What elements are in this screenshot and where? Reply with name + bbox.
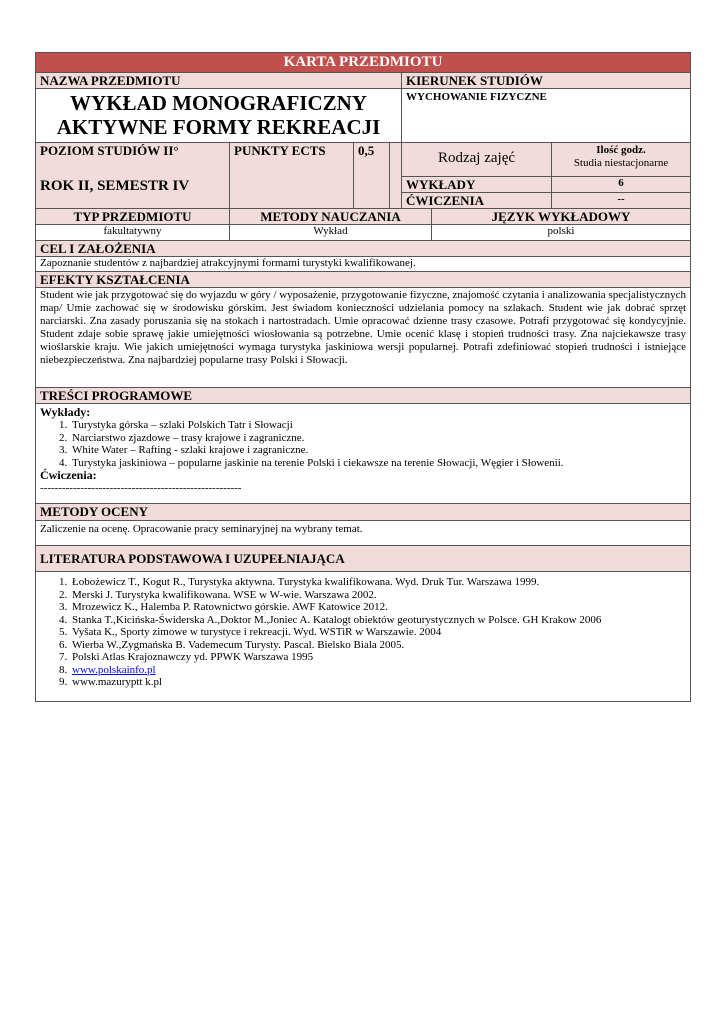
exercises-line: ------------------------------------------------------- xyxy=(40,482,242,494)
list-item: 7. Polski Atlas Krajoznawczy yd. PPWK Warszawa 1995 xyxy=(70,651,686,664)
study-mode: Studia niestacjonarne xyxy=(573,157,669,169)
list-item xyxy=(70,664,686,677)
methods-label: METODY NAUCZANIA xyxy=(230,209,432,225)
list-item: 4. Turystyka jaskiniowa – popularne jaskinie na terenie Polski i ciekawsze na terenie Słowacji, Węgier i Słowenii. xyxy=(70,457,686,470)
lectures-heading: Wykłady: xyxy=(40,405,91,419)
subject-title-line1: WYKŁAD MONOGRAFICZNY xyxy=(70,91,367,115)
lectures-label: WYKŁADY xyxy=(402,177,552,193)
subject-name-label: NAZWA PRZEDMIOTU xyxy=(36,73,402,89)
program-content xyxy=(36,404,691,504)
direction-label: KIERUNEK STUDIÓW xyxy=(402,73,691,89)
list-item: 2. Merski J. Turystyka kwalifikowana. WSE w W-wie. Warszawa 2002. xyxy=(70,589,686,602)
lectures-hours: 6 xyxy=(552,177,691,193)
assessment-label: METODY OCENY xyxy=(36,504,691,521)
language-label: JĘZYK WYKŁADOWY xyxy=(432,209,691,225)
hours-label: Ilość godz. xyxy=(596,144,646,156)
ects-spacer xyxy=(390,143,402,209)
list-item: 2. Narciarstwo zjazdowe – trasy krajowe i zagraniczne. xyxy=(70,432,686,445)
literature-list xyxy=(40,576,686,689)
direction-value: WYCHOWANIE FIZYCZNE xyxy=(402,89,691,143)
list-item: 3. Mrozewicz K., Halemba P. Ratownictwo górskie. AWF Katowice 2012. xyxy=(70,601,686,614)
list-item: 6. Wierba W.,Zygmańska B. Vademecum Turysty. Pascal. Bielsko Biala 2005. xyxy=(70,639,686,652)
goal-label: CEL I ZAŁOŻENIA xyxy=(36,241,691,257)
year-semester: ROK II, SEMESTR IV xyxy=(36,177,230,209)
list-item: 1. Turystyka górska – szlaki Polskich Tatr i Słowacji xyxy=(70,419,686,432)
program-label: TREŚCI PROGRAMOWE xyxy=(36,388,691,404)
hours-cell xyxy=(552,143,691,177)
course-card xyxy=(35,52,690,702)
subject-title-line2: AKTYWNE FORMY REKREACJI xyxy=(56,115,381,139)
literature-label: LITERATURA PODSTAWOWA I UZUPEŁNIAJĄCA xyxy=(36,546,691,572)
level-label: POZIOM STUDIÓW II° xyxy=(36,143,230,177)
ects-value: 0,5 xyxy=(354,143,390,209)
list-item: 1. Łobożewicz T., Kogut R., Turystyka aktywna. Turystyka kwalifikowana. Wyd. Druk Tur. Warszawa 1999. xyxy=(70,576,686,589)
lecture-list xyxy=(40,419,686,469)
subject-title xyxy=(36,89,402,143)
subject-type-label: TYP PRZEDMIOTU xyxy=(36,209,230,225)
list-item: 5. Vyšata K., Sporty zimowe w turystyce i rekreacji. Wyd. WSTiR w Warszawie. 2004 xyxy=(70,626,686,639)
exercises-hours: -- xyxy=(552,193,691,209)
subject-type-value: fakultatywny xyxy=(36,225,230,241)
ects-label: PUNKTY ECTS xyxy=(230,143,354,209)
list-item: 9. www.mazuryptt k.pl xyxy=(70,676,686,689)
class-type-label: Rodzaj zajęć xyxy=(402,143,552,177)
assessment-text: Zaliczenie na ocenę. Opracowanie pracy seminaryjnej na wybrany temat. xyxy=(36,521,691,546)
list-item: 4. Stanka T.,Kicińska-Świderska A.,Doktor M.,Joniec A. Katalogt obiektów geoturystycznych w Polsce. GH Krakow 2006 xyxy=(70,614,686,627)
exercises-label: ĆWICZENIA xyxy=(402,193,552,209)
effects-text: Student wie jak przygotować się do wyjazdu w góry / wyposażenie, przygotowanie fizyczne, znajomość czytania i analizowania specjalistycznych map/ Umie zachować się w środowisku górskim. Jest świadom konieczności udzielania pomocy na szlakach. Student wie jak dobrać sprzęt narciarski. Zna zasady poruszania się na stokach i nartostradach. Umie opracować dzienne trasy czasowe. Potrafi przygotować się kondycyjnie. Student zdaje sobie sprawę jakie umiejętności wiosłowania są potrzebne. Umie ocenić klasę i stopień trudności trasy. Zna najciekawsze trasy wioślarskie kraju. Wie jakich umiejętności wymaga turystyka jaskiniowa wersji popularnej. Potrafi zdefiniować stopień trudności i istniejące niebezpieczeństwa. Zna najbardziej popularne trasy Polski i Słowacji. xyxy=(36,288,691,388)
literature-content xyxy=(36,572,691,702)
goal-text: Zapoznanie studentów z najbardziej atrakcyjnymi formami turystyki kwalifikowanej. xyxy=(36,257,691,272)
language-value: polski xyxy=(432,225,691,241)
exercises-heading: Ćwiczenia: xyxy=(40,468,97,482)
methods-value: Wykład xyxy=(230,225,432,241)
list-item: 3. White Water – Rafting - szlaki krajowe i zagraniczne. xyxy=(70,444,686,457)
course-card-table xyxy=(35,52,691,702)
card-title: KARTA PRZEDMIOTU xyxy=(36,53,691,73)
effects-label: EFEKTY KSZTAŁCENIA xyxy=(36,272,691,288)
link-polskainfo[interactable]: www.polskainfo.pl xyxy=(72,663,156,676)
